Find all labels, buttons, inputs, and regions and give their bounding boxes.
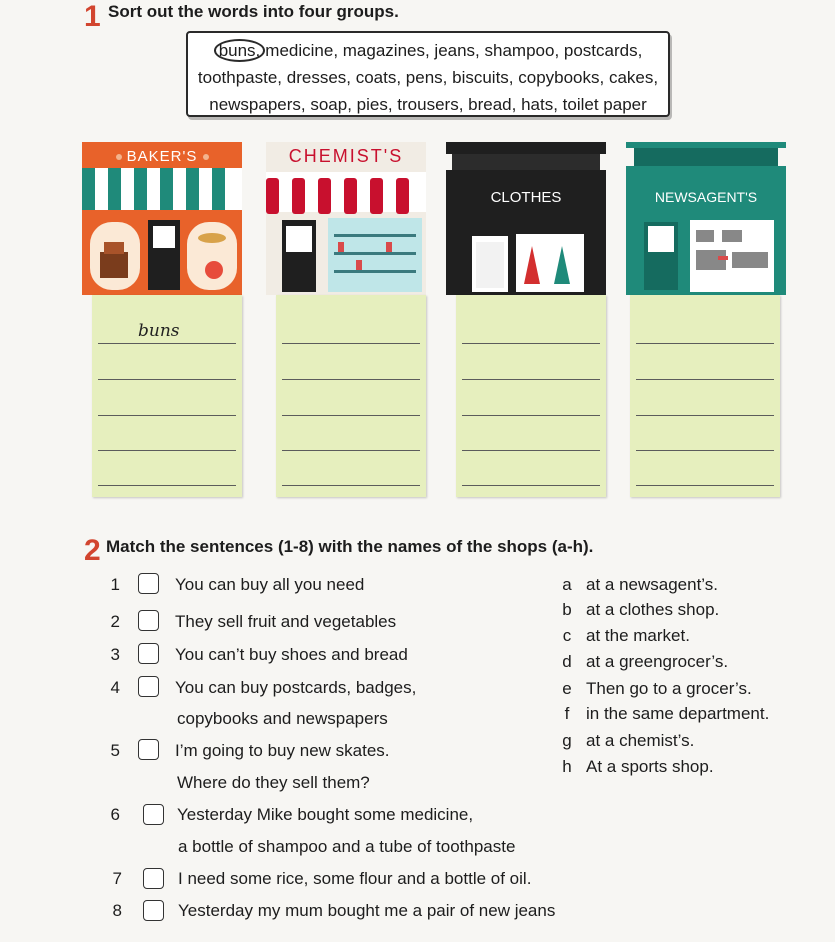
- sentence-text: You can buy postcards, badges,: [175, 678, 417, 697]
- write-line[interactable]: [98, 379, 236, 380]
- word-box: [186, 31, 670, 117]
- answer-checkbox[interactable]: [138, 610, 159, 631]
- answer-text: at a newsagent’s.: [586, 575, 718, 594]
- answer-checkbox[interactable]: [143, 804, 164, 825]
- sentence-number: 2: [110, 612, 120, 631]
- newsagents-sign: NEWSAGENT'S: [654, 189, 758, 205]
- word-line-2: toothpaste, dresses, coats, pens, biscuits, copybooks, cakes,: [197, 68, 659, 87]
- circled-example-word: buns,: [214, 39, 266, 62]
- newsagents-shop-illustration: [626, 142, 786, 295]
- write-line[interactable]: [636, 450, 774, 451]
- answer-letter: g: [562, 731, 572, 750]
- sentence-number: 5: [110, 741, 120, 760]
- answer-text: at a clothes shop.: [586, 600, 720, 619]
- write-line[interactable]: [98, 450, 236, 451]
- sentence-number: 8: [112, 901, 122, 920]
- chemists-notepad: [276, 295, 426, 497]
- write-line[interactable]: [282, 415, 420, 416]
- sentence-text: You can’t buy shoes and bread: [175, 645, 408, 664]
- exercise-2-title: Match the sentences (1-8) with the names of the shops (a-h).: [106, 537, 594, 556]
- sentence-text: They sell fruit and vegetables: [175, 612, 397, 631]
- chemists-sign: CHEMIST'S: [288, 146, 404, 166]
- write-line[interactable]: [282, 485, 420, 486]
- exercise-1-title: Sort out the words into four groups.: [108, 2, 399, 21]
- answer-checkbox[interactable]: [138, 739, 159, 760]
- word-line-1: medicine, magazines, jeans, shampoo, postcards,: [265, 41, 643, 60]
- answer-letter: h: [562, 757, 572, 776]
- bakers-notepad: [92, 295, 242, 497]
- bakers-sign: BAKER'S: [126, 148, 198, 165]
- answer-checkbox[interactable]: [138, 643, 159, 664]
- write-line[interactable]: [98, 343, 236, 344]
- write-line[interactable]: [636, 343, 774, 344]
- answer-text: in the same department.: [586, 704, 770, 723]
- sentence-text: I need some rice, some flour and a bottle of oil.: [178, 869, 532, 888]
- write-line[interactable]: [282, 450, 420, 451]
- write-line[interactable]: [636, 379, 774, 380]
- clothes-sign: CLOTHES: [490, 189, 562, 206]
- sentence-text: Yesterday my mum bought me a pair of new jeans: [178, 901, 556, 920]
- write-line[interactable]: [462, 415, 600, 416]
- sentence-number: 6: [110, 805, 120, 824]
- answer-letter: c: [562, 626, 572, 645]
- newsagents-notepad: [630, 295, 780, 497]
- answer-checkbox[interactable]: [143, 900, 164, 921]
- write-line[interactable]: [98, 485, 236, 486]
- answer-bakers-1: buns: [138, 321, 180, 341]
- answer-text: at a chemist’s.: [586, 731, 695, 750]
- answer-letter: e: [562, 679, 572, 698]
- write-line[interactable]: [462, 343, 600, 344]
- sentence-number: 1: [110, 575, 120, 594]
- answer-letter: a: [562, 575, 572, 594]
- write-line[interactable]: [98, 415, 236, 416]
- word-line-3: newspapers, soap, pies, trousers, bread, hats, toilet paper: [209, 95, 647, 114]
- answer-text: Then go to a grocer’s.: [586, 679, 752, 698]
- write-line[interactable]: [462, 379, 600, 380]
- write-line[interactable]: [462, 450, 600, 451]
- sentence-text-continued: a bottle of shampoo and a tube of toothpaste: [178, 837, 516, 856]
- clothes-shop-illustration: [446, 142, 606, 295]
- write-line[interactable]: [636, 485, 774, 486]
- answer-text: at a greengrocer’s.: [586, 652, 729, 671]
- sentence-text-continued: Where do they sell them?: [177, 773, 370, 792]
- answer-letter: b: [562, 600, 572, 619]
- answer-text: At a sports shop.: [586, 757, 714, 776]
- write-line[interactable]: [636, 415, 774, 416]
- write-line[interactable]: [462, 485, 600, 486]
- answer-checkbox[interactable]: [138, 573, 159, 594]
- answer-letter: d: [562, 652, 572, 671]
- sentence-number: 4: [110, 678, 120, 697]
- exercise-2-number: 2: [84, 534, 101, 567]
- write-line[interactable]: [282, 343, 420, 344]
- sentence-text-continued: copybooks and newspapers: [177, 709, 388, 728]
- clothes-notepad: [456, 295, 606, 497]
- sentence-text: You can buy all you need: [175, 575, 365, 594]
- answer-text: at the market.: [586, 626, 690, 645]
- answer-checkbox[interactable]: [143, 868, 164, 889]
- sentence-text: I’m going to buy new skates.: [175, 741, 390, 760]
- answer-checkbox[interactable]: [138, 676, 159, 697]
- sentence-number: 3: [110, 645, 120, 664]
- sentence-text: Yesterday Mike bought some medicine,: [177, 805, 474, 824]
- sentence-number: 7: [112, 869, 122, 888]
- write-line[interactable]: [282, 379, 420, 380]
- exercise-1-number: 1: [84, 0, 101, 33]
- answer-letter: f: [564, 704, 570, 723]
